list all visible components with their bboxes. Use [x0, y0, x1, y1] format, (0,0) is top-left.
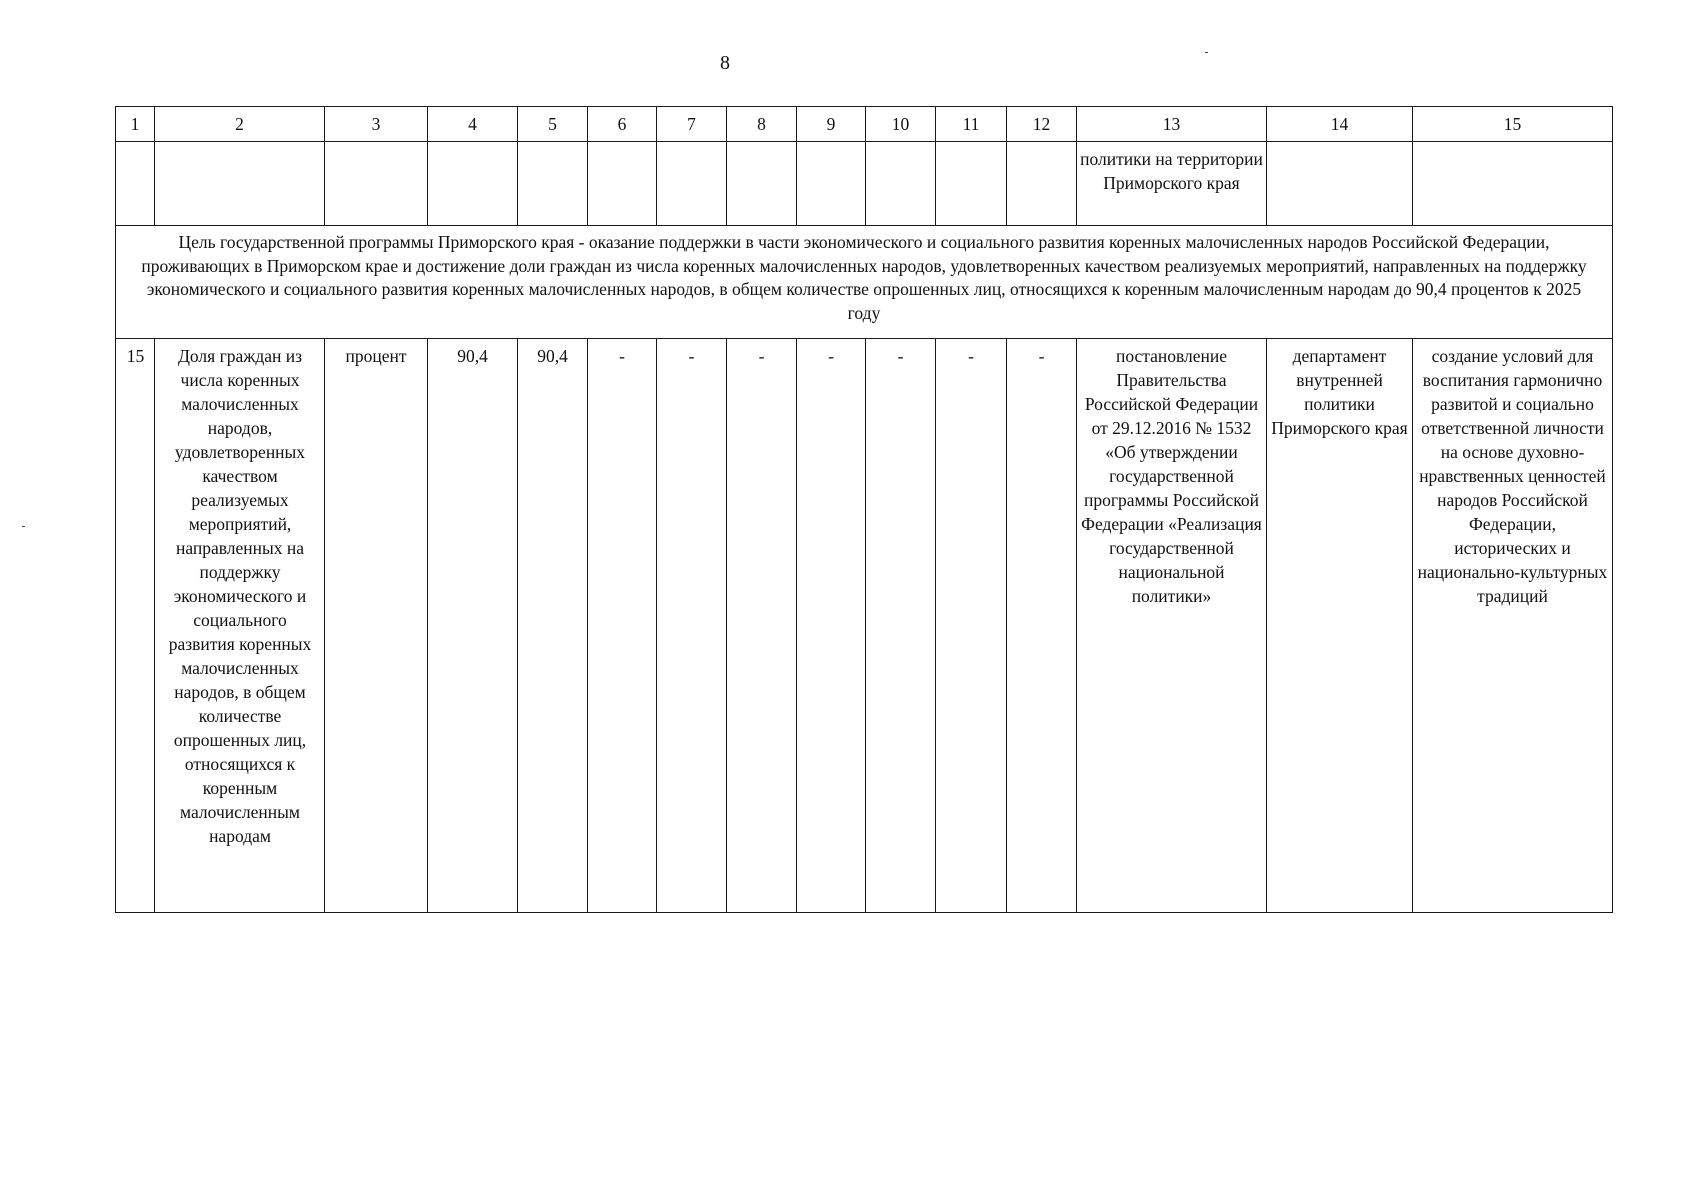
indicator-value-col8: - [727, 339, 797, 913]
indicator-value-col12: - [1007, 339, 1077, 913]
scan-margin-mark [22, 526, 25, 527]
empty-cell [518, 142, 588, 226]
indicator-value-col7: - [657, 339, 727, 913]
indicator-name: Доля граждан из числа коренных малочисленных народов, удовлетворенных качеством реализуемых мероприятий, направленных на поддержку экономического и социального развития коренных малочисленных народов, в общем количестве опрошенных лиц, относящихся к коренным малочисленным народам [155, 339, 325, 913]
indicator-value-col5: 90,4 [518, 339, 588, 913]
header-cell: 8 [727, 107, 797, 142]
header-cell: 11 [936, 107, 1007, 142]
header-cell: 6 [588, 107, 657, 142]
empty-cell [588, 142, 657, 226]
header-cell: 10 [866, 107, 936, 142]
indicator-value-col11: - [936, 339, 1007, 913]
table-row-goal [116, 226, 1613, 339]
empty-cell [727, 142, 797, 226]
indicator-value-col4: 90,4 [428, 339, 518, 913]
empty-cell [866, 142, 936, 226]
empty-cell [155, 142, 325, 226]
indicator-responsible: департамент внутренней политики Приморского края [1267, 339, 1413, 913]
page-number: 8 [720, 52, 730, 74]
empty-cell [1267, 142, 1413, 226]
indicator-value-col9: - [797, 339, 866, 913]
header-cell: 3 [325, 107, 428, 142]
empty-cell [797, 142, 866, 226]
indicator-unit: процент [325, 339, 428, 913]
empty-cell [936, 142, 1007, 226]
empty-cell [428, 142, 518, 226]
indicator-purpose: создание условий для воспитания гармонично развитой и социально ответственной личности на основе духовно-нравственных ценностей народов Российской Федерации, исторических и национально-культурных традиций [1413, 339, 1613, 913]
empty-cell [116, 142, 155, 226]
empty-cell [657, 142, 727, 226]
empty-cell [1007, 142, 1077, 226]
indicator-value-col6: - [588, 339, 657, 913]
indicator-table [115, 106, 1613, 913]
header-cell: 13 [1077, 107, 1267, 142]
empty-cell [325, 142, 428, 226]
table-row-continuation [116, 142, 1613, 226]
header-cell: 9 [797, 107, 866, 142]
header-cell: 7 [657, 107, 727, 142]
indicator-basis: постановление Правительства Российской Федерации от 29.12.2016 № 1532 «Об утверждении государственной программы Российской Федерации «Реализация государственной национальной политики» [1077, 339, 1267, 913]
header-cell: 15 [1413, 107, 1613, 142]
header-cell: 2 [155, 107, 325, 142]
header-cell: 14 [1267, 107, 1413, 142]
indicator-number: 15 [116, 339, 155, 913]
header-cell: 5 [518, 107, 588, 142]
empty-cell [1413, 142, 1613, 226]
header-cell: 1 [116, 107, 155, 142]
table-header-row [116, 107, 1613, 142]
header-cell: 12 [1007, 107, 1077, 142]
header-cell: 4 [428, 107, 518, 142]
indicator-value-col10: - [866, 339, 936, 913]
table-row-indicator [116, 339, 1613, 913]
scan-margin-mark [1205, 52, 1208, 53]
continuation-basis-cell: политики на территории Приморского края [1077, 142, 1267, 226]
program-goal-text: Цель государственной программы Приморского края - оказание поддержки в части экономического и социального развития коренных малочисленных народов Российской Федерации, проживающих в Приморском крае и достижение доли граждан из числа коренных малочисленных народов, удовлетворенных качеством реализуемых мероприятий, направленных на поддержку экономического и социального развития коренных малочисленных народов, в общем количестве опрошенных лиц, относящихся к коренным малочисленным народам до 90,4 процентов к 2025 году [116, 226, 1613, 339]
